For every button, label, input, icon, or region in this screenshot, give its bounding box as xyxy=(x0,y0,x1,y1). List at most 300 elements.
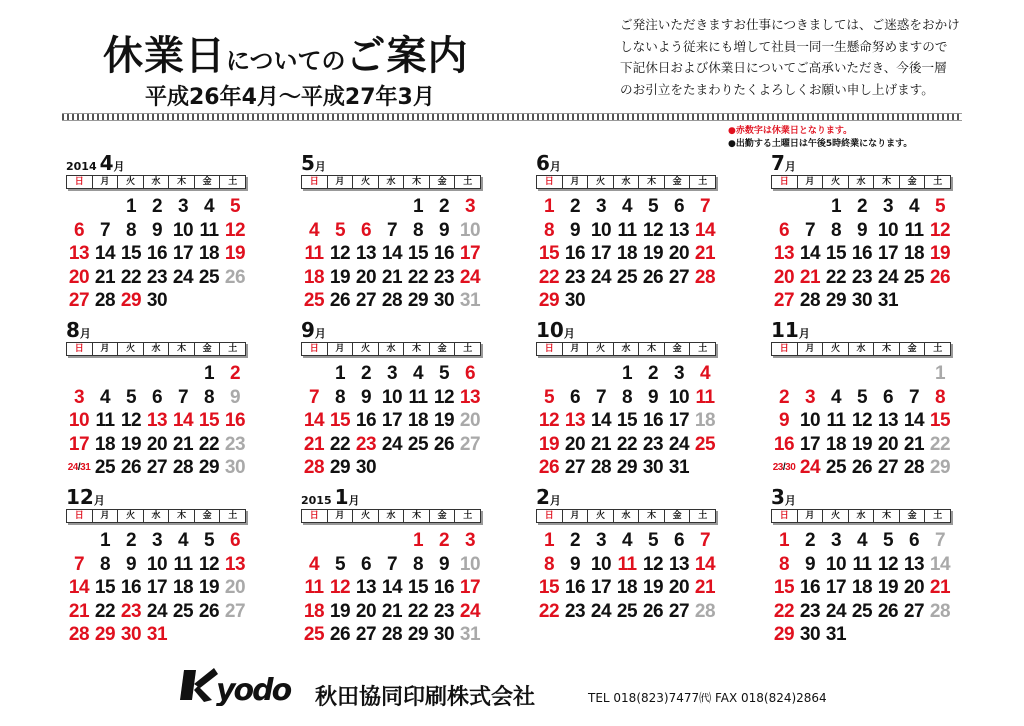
empty-cell xyxy=(379,529,405,553)
day-cell: 6 xyxy=(360,219,372,241)
day-cell: 21 xyxy=(303,433,325,455)
day-cell: 10 xyxy=(590,553,612,575)
empty-cell xyxy=(562,362,588,386)
day-cell: 15 xyxy=(329,410,351,431)
day-cell: 11 xyxy=(695,386,715,408)
day-cell: 26 xyxy=(642,266,664,288)
month-header xyxy=(301,485,481,509)
day-cell: 17 xyxy=(877,243,899,264)
day-cell: 9 xyxy=(856,219,868,241)
day-cell: 28 xyxy=(68,624,90,645)
day-grid xyxy=(536,195,716,313)
day-cell: 18 xyxy=(903,243,925,264)
day-cell: 24 xyxy=(799,457,821,478)
merged-day-b: 30 xyxy=(785,462,796,473)
day-cell: 18 xyxy=(172,577,194,598)
day-cell: 27 xyxy=(773,290,795,311)
empty-cell xyxy=(92,362,118,386)
day-cell: 9 xyxy=(151,219,163,241)
day-cell: 23 xyxy=(642,433,664,455)
day-cell: 27 xyxy=(459,433,481,455)
day-cell: 12 xyxy=(642,219,664,241)
month-number: 5 xyxy=(301,151,315,175)
day-cell: 24 xyxy=(459,266,481,288)
day-cell: 8 xyxy=(830,219,842,241)
day-cell: 17 xyxy=(668,410,690,431)
day-cell: 12 xyxy=(538,410,560,431)
day-cell: 30 xyxy=(146,290,168,311)
month-6 xyxy=(536,151,716,313)
day-cell: 26 xyxy=(198,600,220,622)
day-cell: 26 xyxy=(929,266,951,288)
day-grid xyxy=(301,529,481,647)
message-line: 下記休日および休業日についてご高承いただき、今後一層 xyxy=(620,60,947,75)
title-part-1: 休業日 xyxy=(103,33,226,79)
day-cell: 25 xyxy=(303,290,325,311)
month-unit: 月 xyxy=(79,327,91,340)
weekday-label: 火 xyxy=(588,343,614,355)
day-cell: 12 xyxy=(642,553,664,575)
day-cell: 10 xyxy=(668,386,690,408)
weekday-label: 金 xyxy=(430,343,456,355)
month-header xyxy=(66,151,246,175)
day-cell: 20 xyxy=(903,577,925,598)
day-cell: 14 xyxy=(381,243,403,264)
day-cell: 25 xyxy=(616,266,638,288)
day-cell: 15 xyxy=(616,410,638,431)
weekday-label: 木 xyxy=(874,510,900,522)
day-cell: 13 xyxy=(903,553,925,575)
day-cell: 10 xyxy=(68,410,90,431)
day-cell: 7 xyxy=(699,196,711,217)
day-cell: 9 xyxy=(569,553,581,575)
day-cell: 28 xyxy=(590,457,612,478)
day-cell: 6 xyxy=(229,530,241,551)
day-cell: 21 xyxy=(903,433,925,455)
day-cell: 28 xyxy=(799,290,821,311)
day-cell: 12 xyxy=(120,410,142,431)
empty-cell xyxy=(301,362,327,386)
weekday-header xyxy=(771,342,951,356)
day-cell: 23 xyxy=(433,600,455,622)
day-cell: 26 xyxy=(224,266,246,288)
weekday-label: 木 xyxy=(404,510,430,522)
day-cell: 16 xyxy=(146,243,168,264)
day-cell: 23 xyxy=(564,266,586,288)
day-cell: 5 xyxy=(438,363,450,384)
month-1 xyxy=(301,485,481,647)
day-cell: 15 xyxy=(198,410,220,431)
month-unit: 月 xyxy=(113,160,125,173)
day-cell: 15 xyxy=(929,410,951,431)
month-number: 4 xyxy=(99,151,114,175)
day-cell: 23 xyxy=(433,266,455,288)
weekday-label: 土 xyxy=(463,177,473,187)
day-cell: 28 xyxy=(172,457,194,478)
month-header xyxy=(536,151,716,175)
empty-cell xyxy=(797,362,823,386)
day-cell: 4 xyxy=(99,386,111,408)
day-cell: 4 xyxy=(908,196,920,217)
day-cell: 16 xyxy=(564,243,586,264)
day-cell: 20 xyxy=(355,600,377,622)
title-part-4: ご案内 xyxy=(345,33,469,79)
day-cell: 7 xyxy=(699,530,711,551)
month-header xyxy=(301,151,481,175)
day-cell: 22 xyxy=(198,433,220,455)
month-number: 10 xyxy=(536,318,564,342)
day-cell: 14 xyxy=(903,410,925,431)
day-cell: 27 xyxy=(355,624,377,645)
day-cell: 27 xyxy=(146,457,168,478)
day-cell: 30 xyxy=(224,457,246,478)
day-cell: 11 xyxy=(304,243,324,264)
day-cell: 4 xyxy=(177,530,189,551)
day-cell: 27 xyxy=(355,290,377,311)
weekday-label: 金 xyxy=(665,510,691,522)
weekday-header xyxy=(66,175,246,189)
day-cell: 6 xyxy=(569,386,581,408)
weekday-label: 金 xyxy=(665,176,691,188)
weekday-label: 金 xyxy=(430,510,456,522)
day-cell: 1 xyxy=(125,196,137,217)
day-cell: 25 xyxy=(851,600,873,622)
weekday-label: 金 xyxy=(900,176,926,188)
empty-cell xyxy=(327,529,353,553)
empty-cell xyxy=(849,362,875,386)
day-cell: 8 xyxy=(412,219,424,241)
day-cell: 21 xyxy=(68,600,90,622)
day-cell: 15 xyxy=(773,577,795,598)
day-cell: 1 xyxy=(412,196,424,217)
weekday-header xyxy=(536,342,716,356)
weekday-label: 土 xyxy=(228,344,238,354)
day-cell: 2 xyxy=(229,363,241,384)
month-number: 2 xyxy=(536,485,550,509)
day-cell: 1 xyxy=(934,363,946,384)
weekday-label: 金 xyxy=(195,176,221,188)
day-cell: 5 xyxy=(856,386,868,408)
month-header xyxy=(771,151,951,175)
weekday-label: 土 xyxy=(228,511,238,521)
day-cell: 2 xyxy=(856,196,868,217)
day-cell: 24 xyxy=(381,433,403,455)
day-cell: 11 xyxy=(173,553,193,575)
weekday-label: 月 xyxy=(563,510,589,522)
day-cell: 7 xyxy=(73,553,85,575)
day-cell: 5 xyxy=(229,196,241,217)
day-cell: 7 xyxy=(934,530,946,551)
day-cell: 13 xyxy=(146,410,168,431)
day-cell: 28 xyxy=(929,600,951,622)
day-cell: 9 xyxy=(569,219,581,241)
weekday-label: 日 xyxy=(537,343,563,355)
weekday-label: 木 xyxy=(404,343,430,355)
weekday-header xyxy=(66,509,246,523)
weekday-label: 金 xyxy=(195,343,221,355)
day-cell: 26 xyxy=(538,457,560,478)
month-unit: 月 xyxy=(549,494,561,507)
day-cell: 21 xyxy=(590,433,612,455)
day-cell: 12 xyxy=(877,553,899,575)
day-cell: 22 xyxy=(407,600,429,622)
day-cell: 18 xyxy=(303,266,325,288)
day-cell: 5 xyxy=(647,196,659,217)
day-cell: 16 xyxy=(642,410,664,431)
day-cell: 19 xyxy=(120,433,142,455)
day-cell: 22 xyxy=(94,600,116,622)
contact-info: TEL 018(823)7477㈹ FAX 018(824)2864 xyxy=(588,691,827,705)
day-cell: 6 xyxy=(360,553,372,575)
weekday-label: 日 xyxy=(67,343,93,355)
day-cell: 9 xyxy=(778,410,790,431)
day-cell: 20 xyxy=(773,266,795,288)
weekday-label: 土 xyxy=(933,511,943,521)
day-cell: 8 xyxy=(543,553,555,575)
weekday-label: 水 xyxy=(614,343,640,355)
day-cell: 7 xyxy=(595,386,607,408)
day-cell: 21 xyxy=(799,266,821,288)
weekday-header xyxy=(771,509,951,523)
day-cell: 16 xyxy=(773,433,795,455)
day-cell: 9 xyxy=(125,553,137,575)
day-cell: 29 xyxy=(616,457,638,478)
day-cell: 25 xyxy=(407,433,429,455)
day-cell: 18 xyxy=(851,577,873,598)
day-cell: 21 xyxy=(381,600,403,622)
day-cell: 15 xyxy=(825,243,847,264)
day-cell: 26 xyxy=(851,457,873,478)
day-cell: 15 xyxy=(407,577,429,598)
month-3 xyxy=(771,485,951,647)
day-cell: 23 xyxy=(799,600,821,622)
day-cell: 2 xyxy=(778,386,790,408)
month-unit: 月 xyxy=(549,160,561,173)
day-cell: 3 xyxy=(882,196,894,217)
day-cell: 31 xyxy=(825,624,847,645)
day-cell: 8 xyxy=(778,553,790,575)
weekday-header xyxy=(66,342,246,356)
weekday-header xyxy=(771,175,951,189)
svg-text:yodo: yodo xyxy=(216,673,291,706)
day-cell: 2 xyxy=(647,363,659,384)
weekday-label: 木 xyxy=(169,176,195,188)
day-cell: 14 xyxy=(694,553,716,575)
weekday-label: 水 xyxy=(144,510,170,522)
weekday-label: 木 xyxy=(169,510,195,522)
day-cell: 15 xyxy=(538,577,560,598)
day-cell: 15 xyxy=(407,243,429,264)
day-cell: 2 xyxy=(804,530,816,551)
day-cell: 22 xyxy=(407,266,429,288)
day-grid xyxy=(771,529,951,647)
weekday-label: 金 xyxy=(900,510,926,522)
weekday-label: 火 xyxy=(823,343,849,355)
day-cell: 7 xyxy=(308,386,320,408)
day-cell: 12 xyxy=(329,577,351,598)
day-cell: 1 xyxy=(543,196,555,217)
day-cell: 27 xyxy=(68,290,90,311)
weekday-label: 日 xyxy=(67,176,93,188)
month-9 xyxy=(301,318,481,480)
day-cell: 12 xyxy=(224,219,246,241)
day-cell: 2 xyxy=(151,196,163,217)
month-number: 12 xyxy=(66,485,94,509)
title-part-3: の xyxy=(321,47,346,75)
month-number: 3 xyxy=(771,485,785,509)
day-cell: 1 xyxy=(203,363,215,384)
day-cell: 14 xyxy=(172,410,194,431)
day-cell: 3 xyxy=(177,196,189,217)
day-cell: 6 xyxy=(464,363,476,384)
weekday-label: 金 xyxy=(665,343,691,355)
day-cell: 7 xyxy=(908,386,920,408)
day-cell: 2 xyxy=(360,363,372,384)
day-cell: 8 xyxy=(621,386,633,408)
month-number: 9 xyxy=(301,318,315,342)
day-cell: 4 xyxy=(621,196,633,217)
day-cell: 23 xyxy=(564,600,586,622)
day-cell: 6 xyxy=(673,530,685,551)
year-label: 2015 xyxy=(301,494,332,507)
day-cell: 9 xyxy=(438,219,450,241)
weekday-header xyxy=(301,509,481,523)
day-cell: 23 xyxy=(224,433,246,455)
day-cell: 19 xyxy=(224,243,246,264)
day-cell: 8 xyxy=(203,386,215,408)
day-cell: 20 xyxy=(146,433,168,455)
day-cell: 6 xyxy=(673,196,685,217)
empty-cell xyxy=(118,362,144,386)
month-header xyxy=(66,485,246,509)
day-cell: 14 xyxy=(303,410,325,431)
day-cell: 20 xyxy=(355,266,377,288)
day-cell: 21 xyxy=(694,243,716,264)
day-cell: 30 xyxy=(564,290,586,311)
day-cell: 14 xyxy=(94,243,116,264)
day-cell: 17 xyxy=(459,243,481,264)
day-cell: 9 xyxy=(229,386,241,408)
legend-holiday-note: ●赤数字は休業日となります。 xyxy=(728,126,853,136)
weekday-label: 月 xyxy=(328,510,354,522)
day-cell: 31 xyxy=(668,457,690,478)
day-cell: 11 xyxy=(617,219,637,241)
day-cell: 13 xyxy=(564,410,586,431)
merged-day-a: 24 xyxy=(67,462,78,473)
day-cell: 18 xyxy=(303,600,325,622)
day-cell: 27 xyxy=(877,457,899,478)
month-unit: 月 xyxy=(314,327,326,340)
day-cell: 15 xyxy=(120,243,142,264)
day-cell: 6 xyxy=(73,219,85,241)
day-cell: 19 xyxy=(198,577,220,598)
day-cell: 3 xyxy=(804,386,816,408)
day-cell: 26 xyxy=(877,600,899,622)
day-cell: 11 xyxy=(95,410,115,431)
day-cell: 10 xyxy=(459,219,481,241)
weekday-label: 日 xyxy=(67,510,93,522)
weekday-label: 日 xyxy=(302,176,328,188)
empty-cell xyxy=(66,362,92,386)
weekday-label: 水 xyxy=(849,343,875,355)
day-cell: 29 xyxy=(538,290,560,311)
day-cell: 8 xyxy=(334,386,346,408)
day-cell: 6 xyxy=(908,530,920,551)
day-cell: 30 xyxy=(433,624,455,645)
day-cell: 28 xyxy=(381,290,403,311)
day-cell: 14 xyxy=(694,219,716,241)
weekday-label: 火 xyxy=(823,510,849,522)
weekday-label: 水 xyxy=(849,176,875,188)
greeting-message xyxy=(620,14,980,100)
weekday-label: 金 xyxy=(195,510,221,522)
day-cell: 18 xyxy=(616,243,638,264)
day-cell: 26 xyxy=(642,600,664,622)
merged-day-b: 31 xyxy=(80,462,91,473)
day-cell: 30 xyxy=(851,290,873,311)
day-cell: 26 xyxy=(433,433,455,455)
day-cell: 20 xyxy=(668,243,690,264)
month-number: 11 xyxy=(771,318,799,342)
day-cell: 19 xyxy=(929,243,951,264)
weekday-label: 水 xyxy=(379,343,405,355)
day-cell: 10 xyxy=(459,553,481,575)
day-cell: 29 xyxy=(407,624,429,645)
day-cell: 17 xyxy=(590,577,612,598)
day-cell: 25 xyxy=(616,600,638,622)
day-cell: 19 xyxy=(851,433,873,455)
day-cell: 10 xyxy=(825,553,847,575)
day-cell: 1 xyxy=(621,363,633,384)
day-cell: 19 xyxy=(877,577,899,598)
day-cell: 3 xyxy=(830,530,842,551)
day-cell: 5 xyxy=(125,386,137,408)
day-cell: 28 xyxy=(694,600,716,622)
day-cell: 9 xyxy=(360,386,372,408)
day-cell: 31 xyxy=(877,290,899,311)
day-cell: 19 xyxy=(433,410,455,431)
day-cell: 30 xyxy=(642,457,664,478)
day-cell: 15 xyxy=(94,577,116,598)
message-line: ご発注いただきますお仕事につきましては、ご迷惑をおかけ xyxy=(620,17,960,32)
day-cell: 4 xyxy=(621,530,633,551)
month-7 xyxy=(771,151,951,313)
empty-cell xyxy=(771,362,797,386)
decorative-divider xyxy=(62,113,962,121)
day-cell: 3 xyxy=(151,530,163,551)
weekday-label: 火 xyxy=(353,343,379,355)
weekday-label: 日 xyxy=(537,510,563,522)
day-cell: 25 xyxy=(172,600,194,622)
day-cell: 20 xyxy=(877,433,899,455)
weekday-label: 木 xyxy=(639,510,665,522)
day-cell: 18 xyxy=(825,433,847,455)
day-cell: 22 xyxy=(825,266,847,288)
kyodo-logo-icon xyxy=(178,666,306,706)
day-cell: 3 xyxy=(595,196,607,217)
empty-cell xyxy=(327,195,353,219)
day-cell: 30 xyxy=(799,624,821,645)
empty-cell xyxy=(353,195,379,219)
day-cell: 20 xyxy=(68,266,90,288)
empty-cell xyxy=(901,362,927,386)
empty-cell xyxy=(301,529,327,553)
day-cell: 26 xyxy=(329,624,351,645)
day-cell: 4 xyxy=(830,386,842,408)
day-cell: 10 xyxy=(172,219,194,241)
weekday-label: 月 xyxy=(798,510,824,522)
day-cell: 27 xyxy=(903,600,925,622)
